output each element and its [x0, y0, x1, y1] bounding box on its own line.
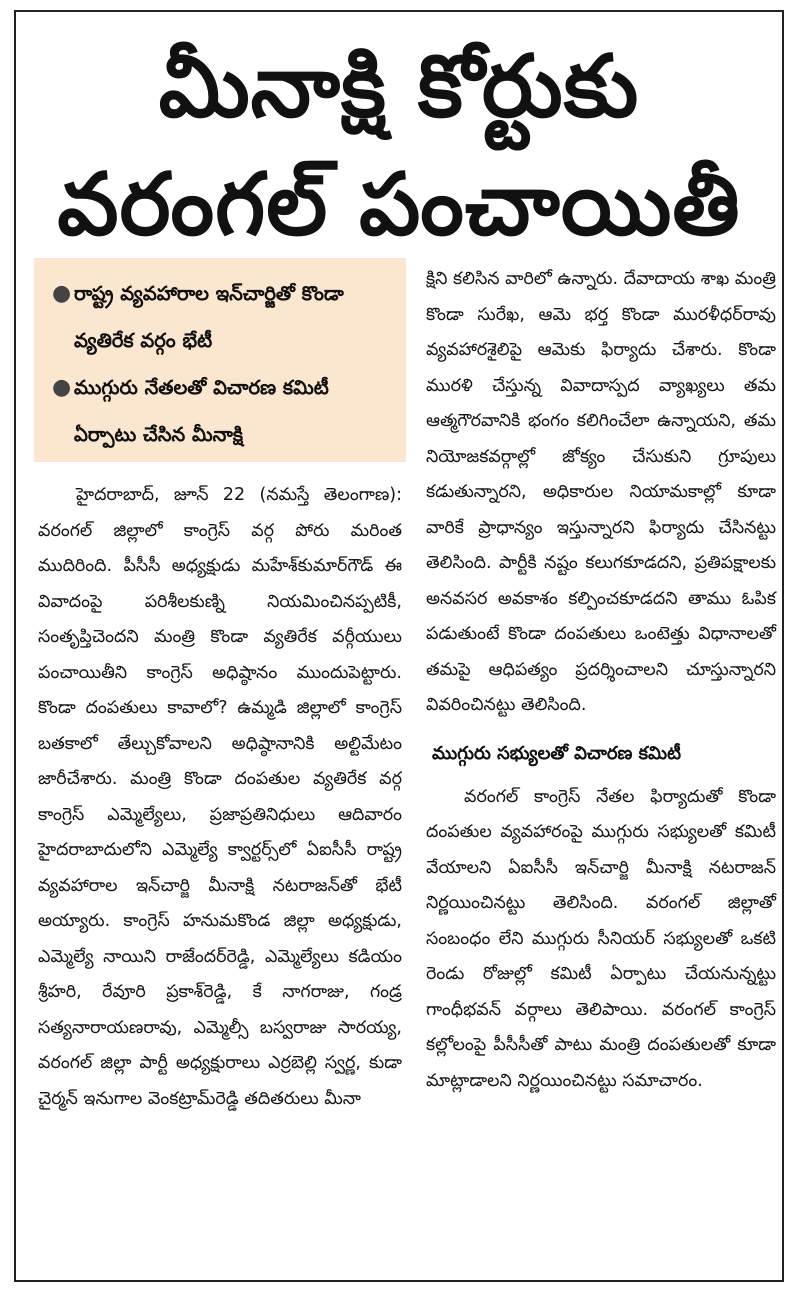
bullet-icon: ● [52, 375, 72, 400]
article-subheading: ముగ్గురు సభ్యులతో విచారణ కమిటీ [432, 742, 681, 764]
headline [16, 28, 782, 264]
highlights-box [34, 258, 406, 462]
article-column-left [38, 478, 402, 1117]
highlight-text: ముగ్గురు నేతలతో విచారణ కమిటీ ఏర్పాటు చేసిన మీనాక్షి [74, 376, 329, 446]
article-closing-paragraph: వరంగల్ కాంగ్రెస్ నేతల ఫిర్యాదుతో కొండా దంపతుల వ్యవహారంపై ముగ్గురు సభ్యులతో కమిటీ వేయాలని ఏఐసీసీ ఇన్‌చార్జి మీనాక్షి నటరాజన్ నిర్ణయించినట్టు తెలిసింది. వరంగల్ జిల్లాతో సంబంధం లేని ముగ్గురు సీనియర్ సభ్యులతో ఒకటి రెండు రోజుల్లో కమిటీ ఏర్పాటు చేయనున్నట్టు గాంధీభవన్ వర్గాలు తెలిపాయి. వరంగల్ కాంగ్రెస్ కల్లోలంపై పీసీసీతో పాటు మంత్రి దంపతులతో కూడా మాట్లాడాలని నిర్ణయించినట్టు సమాచారం. [426, 786, 776, 1091]
news-clipping [14, 10, 784, 1282]
highlight-item [52, 364, 396, 458]
article-lead-paragraph: హైదరాబాద్, జూన్ 22 (నమస్తే తెలంగాణ): వరంగల్ జిల్లాలో కాంగ్రెస్ వర్గ పోరు మరింత ముదిరింది. పీసీసీ అధ్యక్షుడు మహేశ్‌కుమార్‌గౌడ్ ఈ వివాదంపై పరిశీలకుణ్ని నియమించినప్పటికీ, సంతృప్తిచెందని మంత్రి కొండా వ్యతిరేక వర్గీయులు పంచాయితీని కాంగ్రెస్ అధిష్ఠానం ముందుపెట్టారు. కొండా దంపతులు కావాలో? ఉమ్మడి జిల్లాలో కాంగ్రెస్ బతకాలో తేల్చుకోవాలని అధిష్ఠానానికి అల్టిమేటం జారీచేశారు. మంత్రి కొండా దంపతుల వ్యతిరేక వర్గ కాంగ్రెస్ ఎమ్మెల్యేలు, ప్రజాప్రతినిధులు ఆదివారం హైదరాబాదులోని ఎమ్మెల్యే క్వార్టర్స్‌లో ఏఐసీసీ రాష్ట్ర వ్యవహారాల ఇన్‌చార్జి మీనాక్షి నటరాజన్‌తో భేటీ అయ్యారు. కాంగ్రెస్ హనుమకొండ జిల్లా అధ్యక్షుడు, ఎమ్మెల్యే నాయిని రాజేందర్‌రెడ్డి, ఎమ్మెల్యేలు కడియం శ్రీహరి, రేవూరి ప్రకాశ్‌రెడ్డి, కే నాగరాజు, గండ్ర సత్యనారాయణరావు, ఎమ్మెల్సీ బస్వరాజు సారయ్య, వరంగల్ జిల్లా పార్టీ అధ్యక్షురాలు ఎర్రబెల్లి స్వర్ణ, కుడా చైర్మన్ ఇనుగాల వెంకట్రామ్‌రెడ్డి తదితరులు మీనా [38, 485, 402, 1109]
headline-line-1: మీనాక్షి కోర్టుకు [158, 37, 640, 137]
bullet-icon: ● [52, 281, 72, 306]
article-continuation-paragraph: క్షిని కలిసిన వారిలో ఉన్నారు. దేవాదాయ శాఖ మంత్రి కొండా సురేఖ, ఆమె భర్త కొండా మురళీధర్‌రావు వ్యవహారశైలిపై ఆమెకు ఫిర్యాదు చేశారు. కొండా మురళి చేస్తున్న వివాదాస్పద వ్యాఖ్యలు తమ ఆత్మగౌరవానికి భంగం కలిగించేలా ఉన్నాయని, తమ నియోజకవర్గాల్లో జోక్యం చేసుకుని గ్రూపులు కడుతున్నారని, అధికారుల నియామకాల్లో కూడా వారికే ప్రాధాన్యం ఇస్తున్నారని ఫిర్యాదు చేసినట్టు తెలిసింది. పార్టీకి నష్టం కలుగకూడదని, ప్రతిపక్షాలకు అనవసర అవకాశం కల్పించకూడదని తాము ఓపిక పడుతుంటే కొండా దంపతులు ఒంటెత్తు విధానాలతో తమపై ఆధిపత్యం ప్రదర్శించాలని చూస్తున్నారని వివరించినట్టు తెలిసింది. [426, 269, 776, 715]
article-column-right [426, 262, 776, 1099]
highlight-text: రాష్ట్ర వ్యవహారాల ఇన్‌చార్జితో కొండా వ్యతిరేక వర్గం భేటీ [74, 282, 344, 352]
highlight-item [52, 270, 396, 364]
headline-line-2: వరంగల్ పంచాయితీ [57, 155, 741, 255]
